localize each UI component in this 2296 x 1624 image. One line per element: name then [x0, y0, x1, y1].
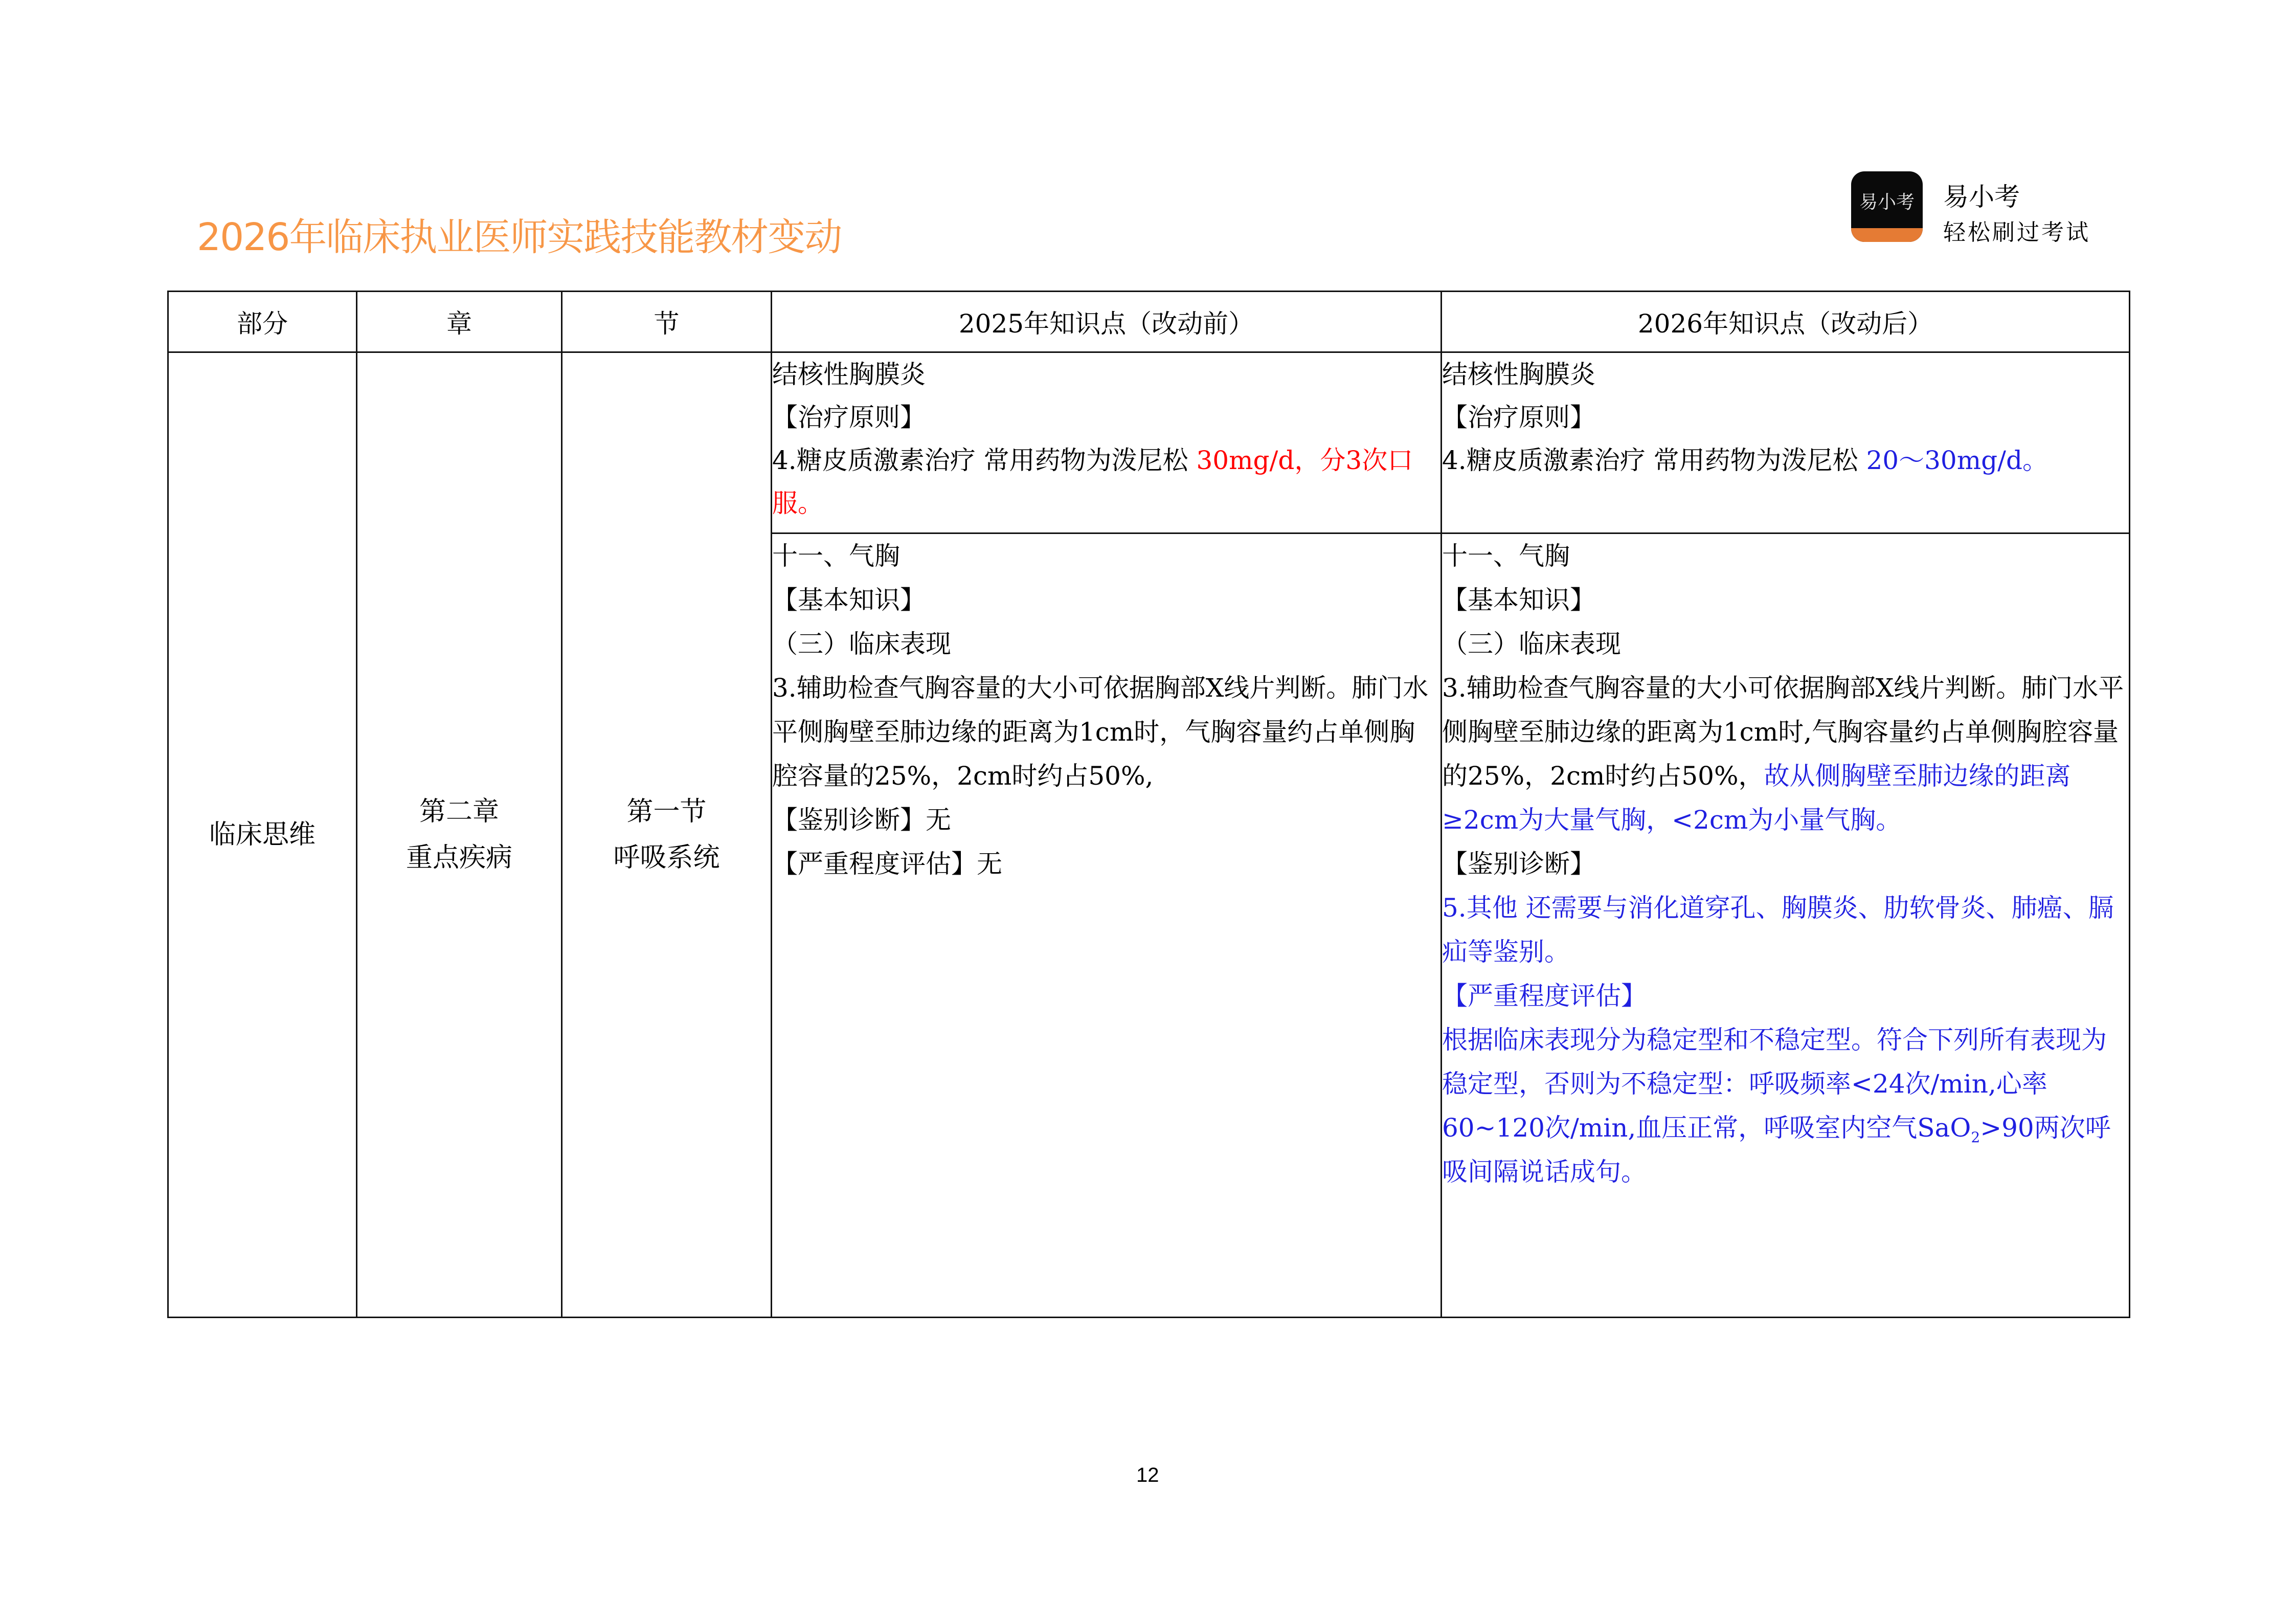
severity-text: 根据临床表现分为稳定型和不稳定型。符合下列所有表现为稳定型，否则为不稳定型：呼吸频率<24次/min,心率60~120次/min,血压正常，呼吸室内空气SaO	[1442, 1025, 2107, 1143]
topic-heading: 结核性胸膜炎	[1442, 360, 1595, 389]
unchanged-text: 4.糖皮质激素治疗 常用药物为泼尼松	[1442, 446, 1866, 475]
subheading: （三）临床表现	[772, 629, 951, 659]
column-header-before: 2025年知识点（改动前）	[772, 292, 1442, 352]
topic-heading: 结核性胸膜炎	[772, 360, 926, 389]
subheading: 【治疗原则】	[772, 403, 926, 432]
column-header-after: 2026年知识点（改动后）	[1442, 292, 2130, 352]
after-cell-pneumothorax	[1442, 533, 2130, 1318]
section-title: 呼吸系统	[613, 842, 720, 873]
differential-diagnosis-text: 5.其他 还需要与消化道穿孔、胸膜炎、肋软骨炎、肺癌、膈疝等鉴别。	[1442, 893, 2114, 967]
chapter-number: 第二章	[419, 796, 499, 827]
severity-text-end: >90两次呼吸间隔说话成句。	[1442, 1113, 2111, 1187]
table-row	[168, 352, 2130, 533]
topic-heading: 十一、气胸	[1442, 541, 1570, 571]
topic-heading: 十一、气胸	[772, 541, 900, 571]
before-cell-pneumothorax	[772, 533, 1442, 1318]
page-title: 2026年临床执业医师实践技能教材变动	[197, 215, 842, 259]
severity-assessment-text	[1442, 1018, 2129, 1194]
brand-name: 易小考	[1943, 182, 2020, 212]
severity-assessment-label: 【严重程度评估】	[1442, 981, 1647, 1011]
added-text: 20～30mg/d。	[1866, 446, 2049, 475]
unchanged-text: 3.辅助检查气胸容量的大小可依据胸部X线片判断。肺门水平侧胸壁至肺边缘的距离为1cm时,气胸容量约占单侧胸腔容量的25%，2cm时约占50%，	[1442, 673, 2124, 791]
section-cell	[562, 352, 772, 1318]
subscript: 2	[1971, 1129, 1980, 1146]
column-header-chapter: 章	[357, 292, 562, 352]
logo-icon-text: 易小考	[1859, 192, 1915, 213]
chapter-cell	[357, 352, 562, 1318]
severity-assessment: 【严重程度评估】无	[772, 849, 1002, 879]
unchanged-text: 4.糖皮质激素治疗 常用药物为泼尼松	[772, 446, 1197, 475]
page-number: 12	[1136, 1464, 1159, 1486]
part-cell	[168, 352, 357, 1318]
removed-text: 30mg/d，分3次口服。	[772, 446, 1413, 518]
part-label: 临床思维	[209, 819, 316, 850]
added-text: 故从侧胸壁至肺边缘的距离≥2cm为大量气胸，<2cm为小量气胸。	[1442, 761, 2071, 835]
logo-stripe	[1851, 228, 1923, 242]
subheading: （三）临床表现	[1442, 629, 1621, 659]
content-text	[1442, 666, 2129, 842]
chapter-title: 重点疾病	[406, 842, 512, 873]
content-text: 3.辅助检查气胸容量的大小可依据胸部X线片判断。肺门水平侧胸壁至肺边缘的距离为1cm时，气胸容量约占单侧胸腔容量的25%，2cm时约占50%,	[772, 673, 1429, 791]
before-cell-tuberculous-pleurisy	[772, 352, 1442, 533]
column-header-section: 节	[562, 292, 772, 352]
subheading: 【治疗原则】	[1442, 403, 1595, 432]
subheading: 【基本知识】	[772, 585, 926, 615]
after-cell-tuberculous-pleurisy	[1442, 352, 2130, 533]
content-text	[772, 439, 1440, 525]
content-text	[1442, 439, 2129, 482]
differential-diagnosis: 【鉴别诊断】无	[772, 805, 951, 835]
table-header-row	[168, 292, 2130, 352]
brand-logo-icon	[1851, 171, 1923, 242]
brand-slogan: 轻松刷过考试	[1943, 219, 2090, 246]
changes-table	[167, 291, 2130, 1318]
subheading: 【基本知识】	[1442, 585, 1595, 615]
column-header-part: 部分	[168, 292, 357, 352]
section-number: 第一节	[626, 796, 707, 827]
differential-diagnosis-label: 【鉴别诊断】	[1442, 849, 1595, 879]
